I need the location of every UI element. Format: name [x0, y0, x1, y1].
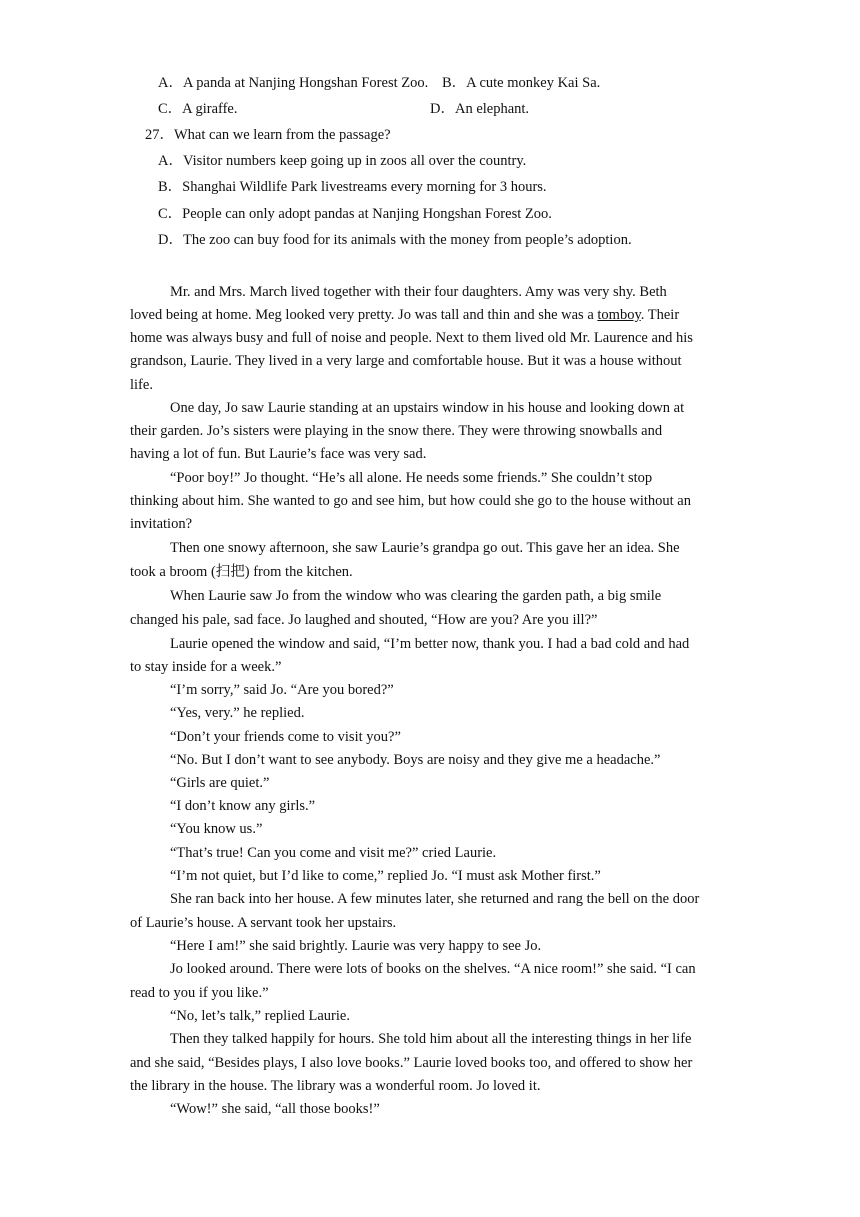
passage-line: of Laurie’s house. A servant took her upstairs. — [130, 915, 397, 931]
passage-line: “No. But I don’t want to see anybody. Boys are noisy and they give me a headache.” — [170, 752, 661, 768]
q27-option-b: B．Shanghai Wildlife Park livestreams every morning for 3 hours. — [158, 179, 547, 195]
passage-line: “I’m sorry,” said Jo. “Are you bored?” — [170, 682, 394, 698]
passage-line: “Wow!” she said, “all those books!” — [170, 1101, 380, 1117]
passage-line: “That’s true! Can you come and visit me?” cried Laurie. — [170, 845, 497, 861]
passage-line: thinking about him. She wanted to go and see him, but how could she go to the house without an — [130, 493, 691, 509]
passage-line: “Poor boy!” Jo thought. “He’s all alone. He needs some friends.” She couldn’t stop — [170, 470, 653, 486]
q27-stem: 27．What can we learn from the passage? — [145, 127, 391, 143]
passage-line: “I’m not quiet, but I’d like to come,” replied Jo. “I must ask Mother first.” — [170, 868, 601, 884]
passage-line: “Girls are quiet.” — [170, 775, 270, 791]
passage-line: changed his pale, sad face. Jo laughed and shouted, “How are you? Are you ill?” — [130, 612, 598, 628]
passage-line: the library in the house. The library was a wonderful room. Jo loved it. — [130, 1078, 541, 1094]
passage-line: home was always busy and full of noise and people. Next to them lived old Mr. Laurence and his — [130, 330, 693, 346]
passage-line: “Yes, very.” he replied. — [170, 705, 305, 721]
passage-line: “Don’t your friends come to visit you?” — [170, 729, 401, 745]
passage-line: Laurie opened the window and said, “I’m better now, thank you. I had a bad cold and had — [170, 636, 690, 652]
passage-line: invitation? — [130, 516, 193, 532]
passage-line: loved being at home. Meg looked very pretty. Jo was tall and thin and she was a tomboy. Their — [130, 307, 680, 323]
passage-line: One day, Jo saw Laurie standing at an upstairs window in his house and looking down at — [170, 400, 685, 416]
q26-option-a: A．A panda at Nanjing Hongshan Forest Zoo. — [158, 75, 429, 91]
q26-option-b: B．A cute monkey Kai Sa. — [442, 75, 601, 91]
passage-line: took a broom (扫把) from the kitchen. — [130, 564, 353, 580]
q27-option-c: C．People can only adopt pandas at Nanjing Hongshan Forest Zoo. — [158, 206, 552, 222]
passage-line: She ran back into her house. A few minutes later, she returned and rang the bell on the door — [170, 891, 700, 907]
underlined-word: tomboy — [597, 307, 641, 323]
passage-line: “No, let’s talk,” replied Laurie. — [170, 1008, 350, 1024]
passage-line: read to you if you like.” — [130, 985, 269, 1001]
passage-line: “I don’t know any girls.” — [170, 798, 316, 814]
passage-line: “You know us.” — [170, 821, 263, 837]
q27-option-d: D．The zoo can buy food for its animals with the money from people’s adoption. — [158, 232, 632, 248]
passage-line: their garden. Jo’s sisters were playing in the snow there. They were throwing snowballs and — [130, 423, 663, 439]
q27-option-a: A．Visitor numbers keep going up in zoos all over the country. — [158, 153, 527, 169]
passage-line: Then they talked happily for hours. She told him about all the interesting things in her life — [170, 1031, 692, 1047]
passage-line: Then one snowy afternoon, she saw Laurie’s grandpa go out. This gave her an idea. She — [170, 540, 680, 556]
passage-line: having a lot of fun. But Laurie’s face was very sad. — [130, 446, 427, 462]
passage-line: Jo looked around. There were lots of books on the shelves. “A nice room!” she said. “I can — [170, 961, 696, 977]
passage-line: “Here I am!” she said brightly. Laurie was very happy to see Jo. — [170, 938, 542, 954]
passage-line: to stay inside for a week.” — [130, 659, 282, 675]
passage-line: When Laurie saw Jo from the window who was clearing the garden path, a big smile — [170, 588, 662, 604]
q26-option-d: D．An elephant. — [430, 101, 530, 117]
passage-line: Mr. and Mrs. March lived together with their four daughters. Amy was very shy. Beth — [170, 284, 667, 300]
q26-option-c: C．A giraffe. — [158, 101, 238, 117]
passage-line: and she said, “Besides plays, I also love books.” Laurie loved books too, and offered to show her — [130, 1055, 693, 1071]
passage-line: life. — [130, 377, 153, 393]
passage-line: grandson, Laurie. They lived in a very large and comfortable house. But it was a house without — [130, 353, 682, 369]
